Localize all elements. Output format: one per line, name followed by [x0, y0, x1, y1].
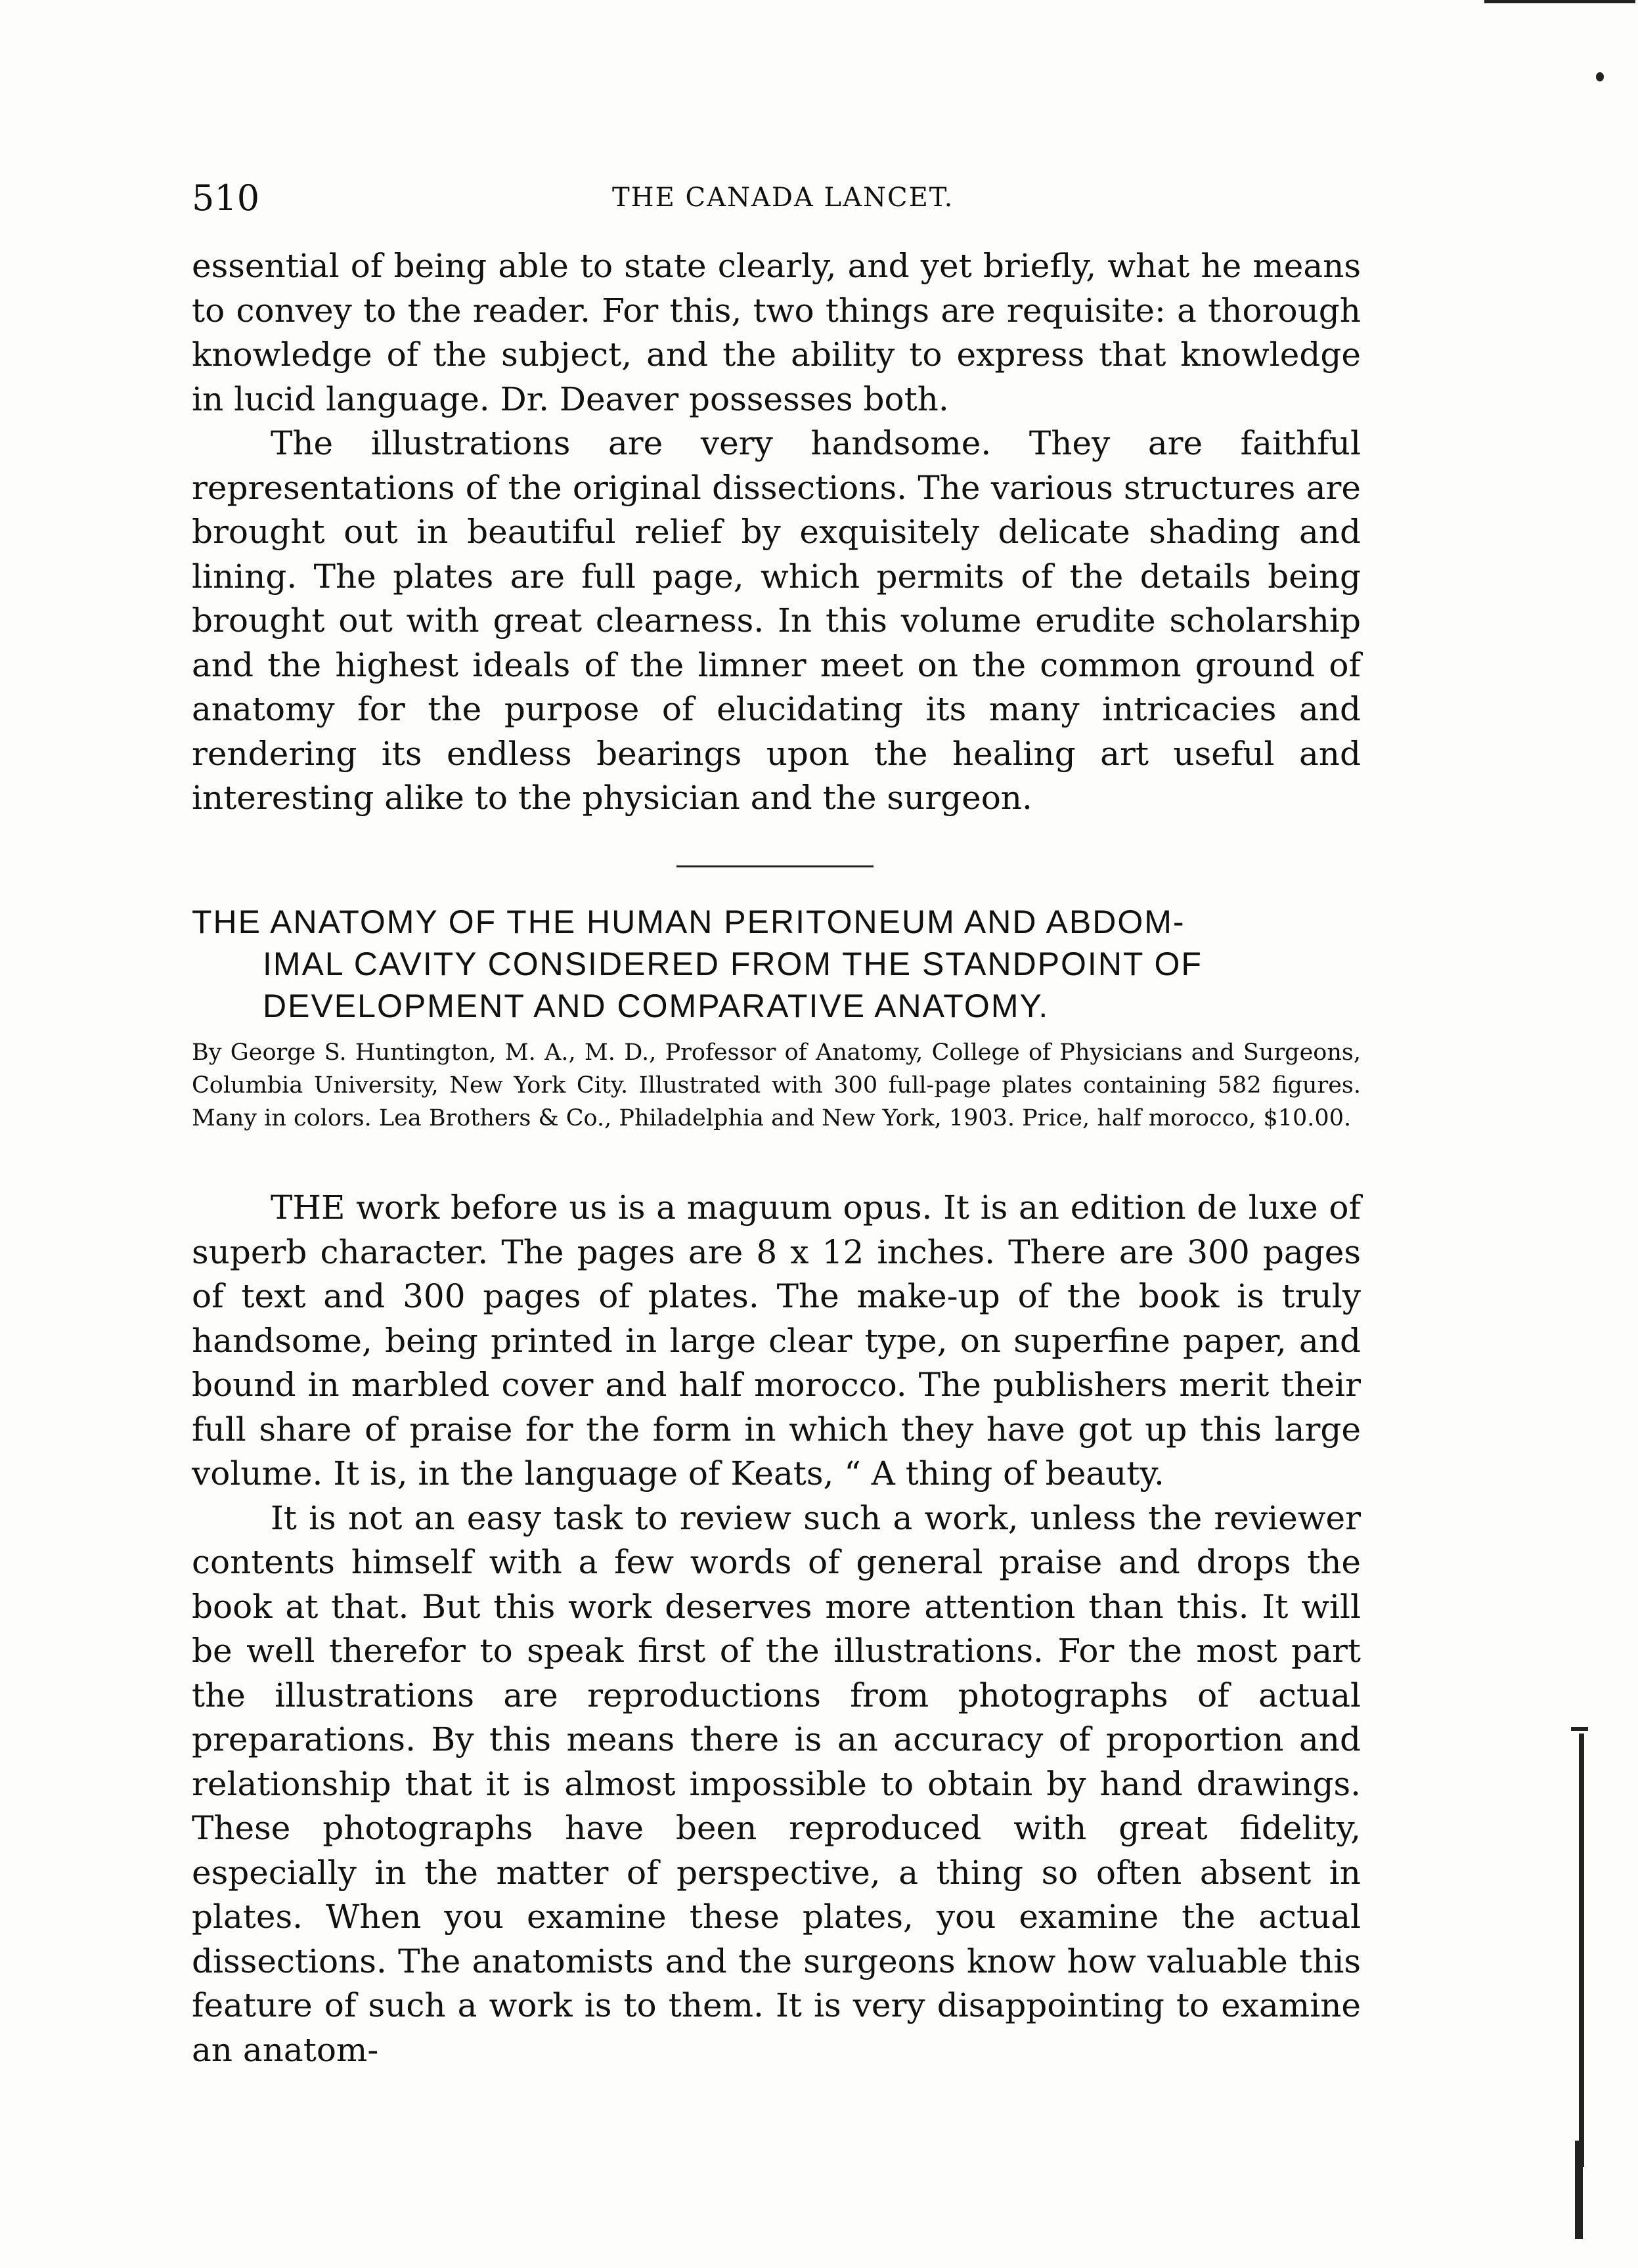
scan-mark — [1571, 1727, 1588, 1731]
review-title-line: THE ANATOMY OF THE HUMAN PERITONEUM AND ABDOM- — [192, 904, 1185, 940]
review-byline — [192, 1036, 1361, 1135]
review-title-line: DEVELOPMENT AND COMPARATIVE ANATOMY. — [263, 988, 1050, 1024]
review-title — [192, 901, 1361, 1027]
scan-mark — [1484, 0, 1635, 3]
paragraph-text: work before us is a maguum opus. It is an edition de luxe of superb character. The pages are 8 x 12 inches. There are 300 pages of text and 300 pages of plates. The make-up of the book is truly handsome, being printed in large clear type, on superfine paper, and bound in marbled cover and half morocco. The publishers merit their full share of praise for the form in which they have got up this large volume. It is, in the language of Keats, “ A thing of beauty. — [192, 1189, 1361, 1493]
page-number: 510 — [192, 177, 260, 219]
byline-text: By George S. Huntington, M. A., M. D., Professor of Anatomy, College of Physicians and Surgeons, Columbia University, New York City. Illustrated with 300 full-page plates containing 582 figures. Many in colors. Lea Brothers & Co., Philadelphia and New York, 1903. Price, half morocco, $10.00. — [192, 1039, 1361, 1131]
paragraph-magnum-opus — [192, 1186, 1361, 1496]
paragraph-illustrations: The illustrations are very handsome. They are faithful representations of the original dissections. The various structures are brought out in beautiful relief by exquisitely delicate shading and lining. The plates are full page, which permits of the details being brought out with great clearness. In this volume erudite scholarship and the highest ideals of the limner meet on the common ground of anatomy for the purpose of elucidating its many intricacies and rendering its endless bearings upon the healing art useful and interesting alike to the physician and the surgeon. — [192, 424, 1361, 817]
opening-word: THE — [271, 1189, 345, 1227]
section-divider — [676, 865, 874, 867]
page-header — [192, 177, 1374, 230]
review-title-line: IMAL CAVITY CONSIDERED FROM THE STANDPOINT OF — [263, 946, 1203, 982]
scan-mark — [1575, 2141, 1583, 2239]
continued-text — [192, 244, 1361, 821]
scan-mark — [1596, 72, 1604, 81]
review-body — [192, 1186, 1361, 2072]
paragraph-review-task: It is not an easy task to review such a work, unless the reviewer contents himself with a few words of general praise and drops the book at that. But this work deserves more attention than this. It will be well therefor to speak first of the illustrations. For the most part the illustrations are reproductions from photographs of actual preparations. By this means there is an accuracy of proportion and relationship that it is almost impossible to obtain by hand drawings. These photographs have been reproduced with great fidelity, especially in the matter of perspective, a thing so often absent in plates. When you examine these plates, you examine the actual dissections. The anatomists and the surgeons know how valuable this feature of such a work is to them. It is very disappointing to examine an anatom- — [192, 1498, 1361, 2069]
running-title: THE CANADA LANCET. — [612, 183, 954, 213]
scan-mark — [1579, 1734, 1584, 2167]
paragraph-continued: essential of being able to state clearly, and yet briefly, what he means to convey to the reader. For this, two things are requisite: a thorough knowledge of the subject, and the ability to express that knowledge in lucid language. Dr. Deaver possesses both. — [192, 247, 1361, 418]
